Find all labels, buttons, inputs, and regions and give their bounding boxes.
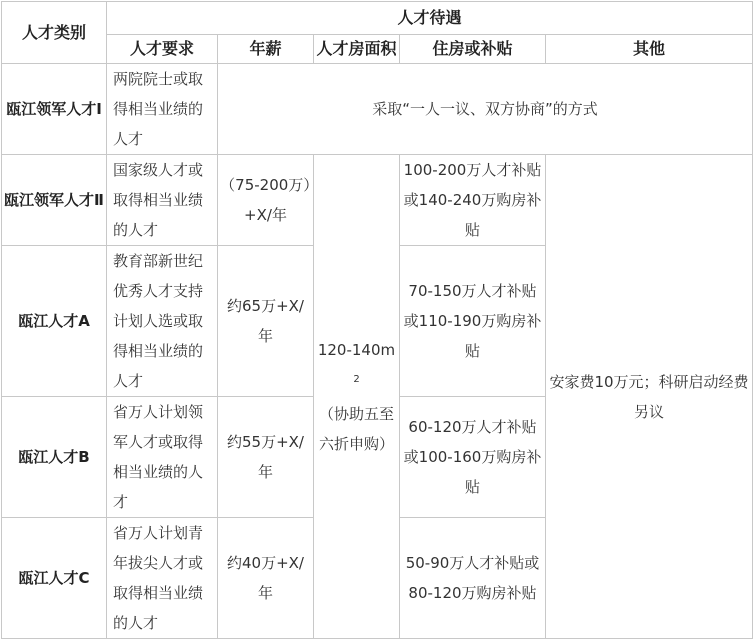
salary-cell: 约40万+X/年 — [218, 518, 314, 639]
other-cell: 安家费10万元；科研启动经费另议 — [546, 155, 753, 639]
table-row — [2, 155, 753, 246]
header-treatment: 人才待遇 — [107, 2, 753, 35]
subsidy-cell: 60-120万人才补贴或100-160万购房补贴 — [400, 397, 546, 518]
salary-cell: 约55万+X/年 — [218, 397, 314, 518]
housing-area-superscript: 2 — [353, 373, 360, 385]
header-salary: 年薪 — [218, 35, 314, 64]
header-requirement: 人才要求 — [107, 35, 218, 64]
salary-cell: 约65万+X/年 — [218, 246, 314, 397]
talent-treatment-table — [1, 1, 753, 639]
table-row — [2, 64, 753, 155]
requirement-cell: 省万人计划领军人才或取得相当业绩的人才 — [107, 397, 218, 518]
salary-cell: （75-200万）+X/年 — [218, 155, 314, 246]
housing-area-value: 120-140m — [317, 340, 396, 359]
category-cell: 瓯江领军人才Ⅰ — [2, 64, 107, 155]
header-category: 人才类别 — [2, 2, 107, 64]
subsidy-cell: 70-150万人才补贴或110-190万购房补贴 — [400, 246, 546, 397]
category-cell: 瓯江领军人才Ⅱ — [2, 155, 107, 246]
subsidy-cell: 50-90万人才补贴或80-120万购房补贴 — [400, 518, 546, 639]
category-cell: 瓯江人才B — [2, 397, 107, 518]
requirement-cell: 省万人计划青年拔尖人才或取得相当业绩的人才 — [107, 518, 218, 639]
category-cell: 瓯江人才C — [2, 518, 107, 639]
header-subsidy: 住房或补贴 — [400, 35, 546, 64]
requirement-cell: 教育部新世纪优秀人才支持计划人选或取得相当业绩的人才 — [107, 246, 218, 397]
merged-note-cell: 采取“一人一议、双方协商”的方式 — [218, 64, 753, 155]
header-other: 其他 — [546, 35, 753, 64]
requirement-cell: 两院院士或取得相当业绩的人才 — [107, 64, 218, 155]
requirement-cell: 国家级人才或取得相当业绩的人才 — [107, 155, 218, 246]
category-cell: 瓯江人才A — [2, 246, 107, 397]
housing-area-cell — [314, 155, 400, 639]
header-housing-area: 人才房面积 — [314, 35, 400, 64]
subsidy-cell: 100-200万人才补贴或140-240万购房补贴 — [400, 155, 546, 246]
housing-area-note: （协助五至六折申购） — [318, 404, 394, 453]
